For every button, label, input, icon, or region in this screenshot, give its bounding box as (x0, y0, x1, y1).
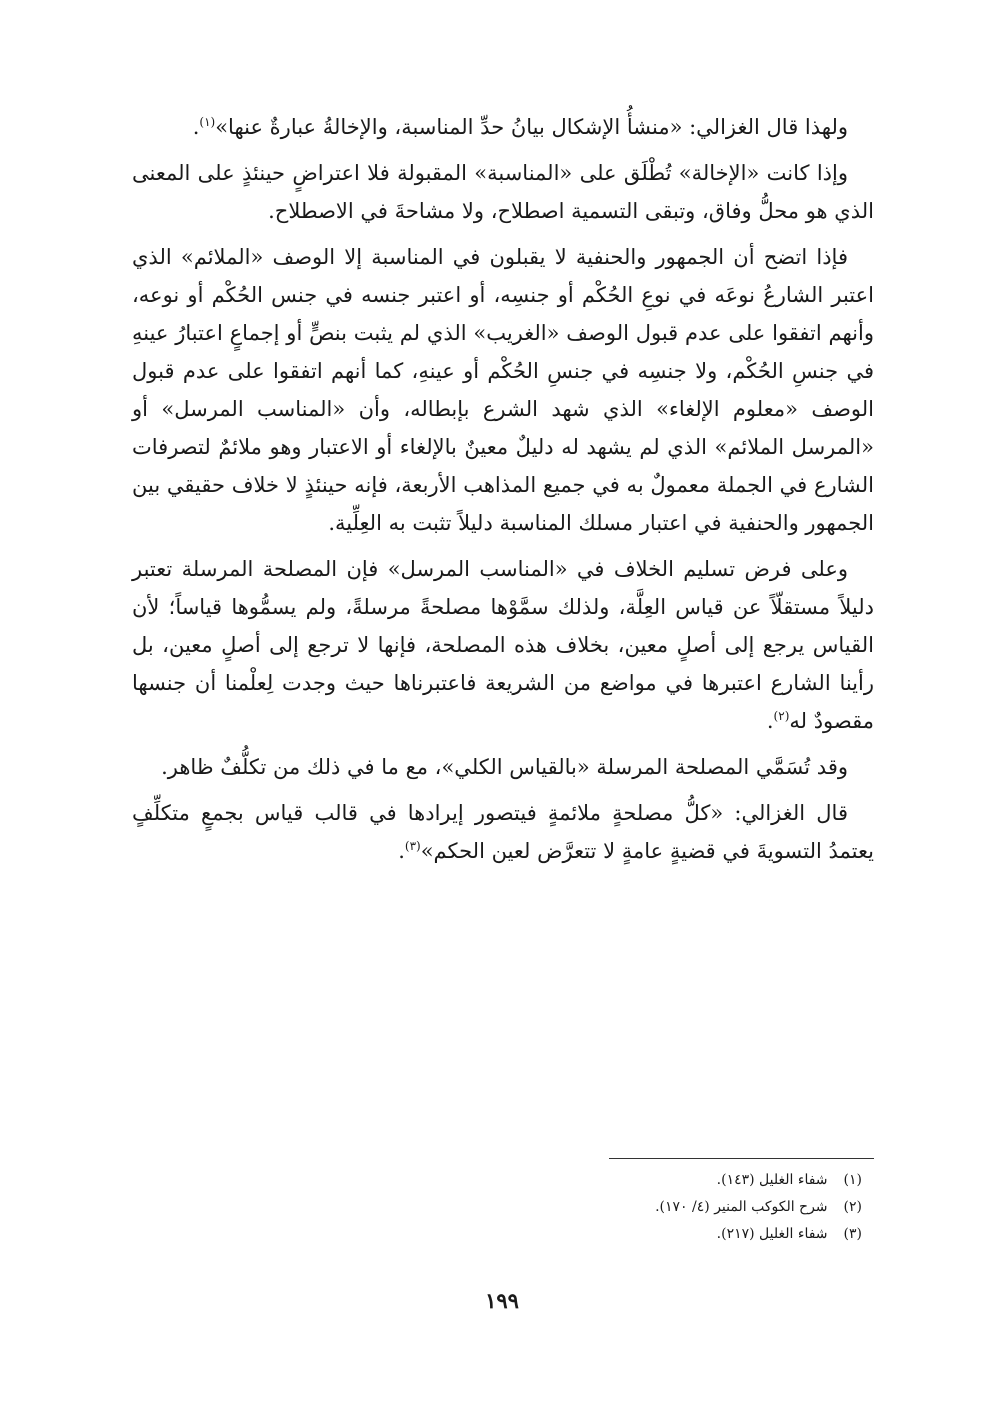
paragraph-text: ولهذا قال الغزالي: «منشأُ الإشكال بيانُ حدِّ المناسبة، والإخالةُ عبارةٌ عنها» (215, 115, 848, 139)
page-body (132, 108, 874, 878)
paragraph-tail: . (192, 115, 200, 139)
paragraph-text: قال الغزالي: «كلُّ مصلحةٍ ملائمةٍ فيتصور إيرادها في قالب قياس بجمعٍ متكلِّفٍ يعتمدُ التسويةَ في قضيةٍ عامةٍ لا تتعرَّض لعين الحكم» (132, 801, 874, 863)
footnote-item (134, 1167, 874, 1194)
paragraph (132, 238, 874, 542)
paragraph-text: وعلى فرض تسليم الخلاف في «المناسب المرسل» فإن المصلحة المرسلة تعتبر دليلاً مستقلّاً عن قياس العِلَّة، ولذلك سمَّوْها مصلحةً مرسلةً، ولم يسمُّوها قياساً؛ لأن القياس يرجع إلى أصلٍ معين، بخلاف هذه المصلحة، فإنها لا ترجع إلى أصلٍ معين، بل رأينا الشارع اعتبرها في مواضع من الشريعة فاعتبرناها حيث وجدت لِعلْمنا أن جنسها مقصودٌ له (132, 557, 874, 733)
paragraph (132, 794, 874, 870)
footnotes (134, 1158, 874, 1248)
paragraph-tail: . (766, 709, 774, 733)
footnote-number: (٣) (843, 1226, 862, 1242)
paragraph-text: وقد تُسَمَّي المصلحة المرسلة «بالقياس الكلي»، مع ما في ذلك من تكلُّفٌ ظاهر. (161, 755, 848, 779)
footnote-reference[interactable]: (٢) (773, 709, 790, 723)
footnote-divider (609, 1158, 874, 1159)
paragraph (132, 154, 874, 230)
footnote-reference[interactable]: (١) (199, 115, 216, 129)
footnote-item (134, 1221, 874, 1248)
footnote-number: (١) (843, 1172, 862, 1188)
footnote-text: شفاء الغليل (١٤٣). (716, 1172, 828, 1188)
paragraph-tail: . (398, 839, 405, 863)
footnote-number: (٢) (843, 1199, 862, 1215)
paragraph (132, 108, 874, 146)
footnote-text: شرح الكوكب المنير (٤/ ١٧٠). (655, 1199, 828, 1215)
footnote-text: شفاء الغليل (٢١٧). (716, 1226, 828, 1242)
footnote-reference[interactable]: (٣) (404, 839, 421, 853)
paragraph (132, 748, 874, 786)
paragraph-text: فإذا اتضح أن الجمهور والحنفية لا يقبلون في المناسبة إلا الوصف «الملائم» الذي اعتبر الشارعُ نوعَه في نوعِ الحُكْم أو جنسِه، أو اعتبر جنسه في جنس الحُكْم أو نوعه، وأنهم اتفقوا على عدم قبول الوصف «الغريب» الذي لم يثبت بنصٍّ أو إجماعٍ اعتبارُ عينهِ في جنسِ الحُكْم، ولا جنسِه في جنسِ الحُكْم أو عينهِ، كما أنهم اتفقوا على عدم قبول الوصف «معلوم الإلغاء» الذي شهد الشرع بإبطاله، وأن «المناسب المرسل» أو «المرسل الملائم» الذي لم يشهد له دليلٌ معينٌ بالإلغاء أو الاعتبار وهو ملائمٌ لتصرفات الشارع في الجملة معمولٌ به في جميع المذاهب الأربعة، فإنه حينئذٍ لا خلاف حقيقي بين الجمهور والحنفية في اعتبار مسلك المناسبة دليلاً تثبت به العِلِّية. (132, 245, 874, 535)
paragraph-text: وإذا كانت «الإخالة» تُطْلَق على «المناسبة» المقبولة فلا اعتراضٍ حينئذٍ على المعنى الذي هو محلُّ وفاق، وتبقى التسمية اصطلاح، ولا مشاحةَ في الاصطلاح. (132, 161, 874, 223)
page-number: ١٩٩ (485, 1288, 519, 1313)
footnote-item (134, 1194, 874, 1221)
paragraph (132, 550, 874, 740)
